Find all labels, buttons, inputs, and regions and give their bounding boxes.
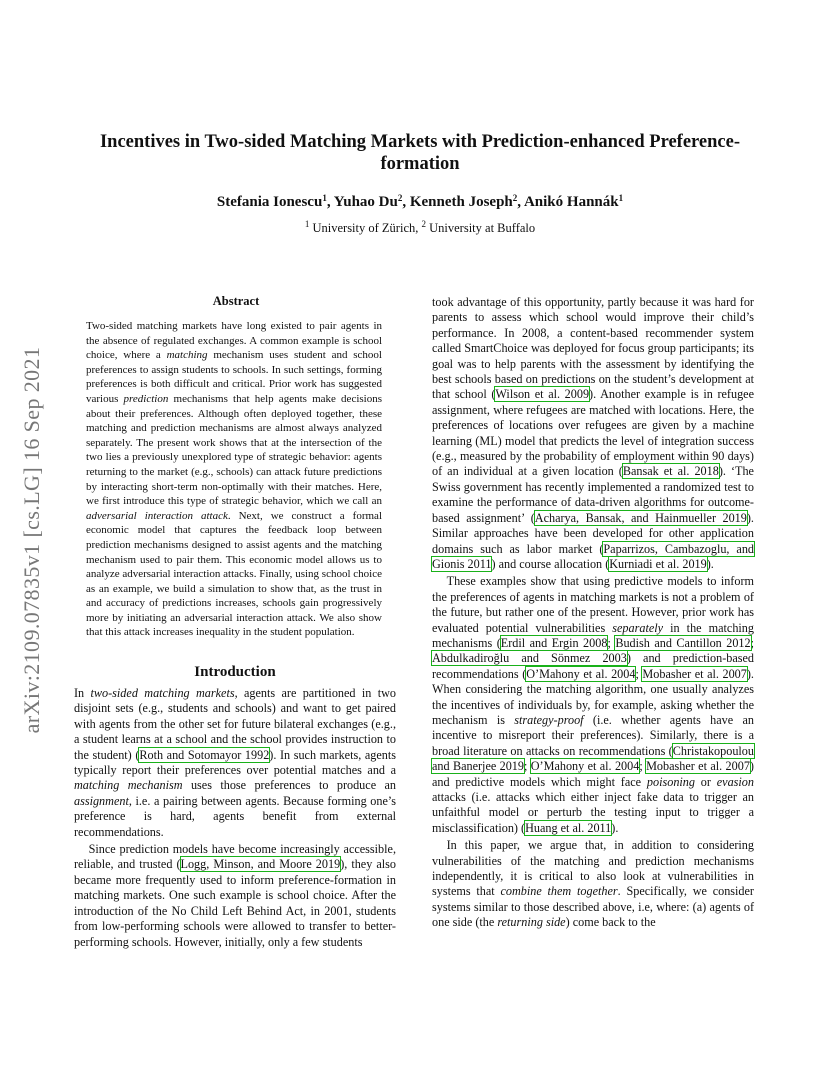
author-4: Anikó Hannák$^1$ — [523, 193, 624, 210]
introduction-heading: Introduction — [194, 664, 276, 680]
citation-link[interactable]: Mobasher et al. 2007 — [642, 666, 747, 681]
text-run: took advantage of this opportunity, partly because it was hard for parents to assess which school would improve their child’s performance. In 2008, a content-based recommender system called SmartChoice was deployed for focus group participants; its goal was to help parents with the assessment by identifying the best schools based on predictions on the student’s development at that school ( — [432, 295, 754, 402]
emphasized-text: strategy-proof — [514, 712, 584, 727]
citation-link[interactable]: Wilson et al. 2009 — [495, 387, 590, 402]
text-run: ). Similar approaches have been developed for other application domains such as labor market ( — [432, 510, 754, 556]
citation-link[interactable]: O’Mahony et al. 2004 — [530, 759, 640, 774]
text-run: attacks (i.e. attacks which either inject fake data to trigger an unfaithful model or perturb the testing input to trigger a misclassification) ( — [432, 790, 754, 835]
arxiv-identifier: arXiv:2109.07835v1 [cs.LG] 16 Sep 2021 — [19, 346, 44, 734]
emphasized-text: poisoning — [646, 774, 695, 789]
citation-link[interactable]: Mobasher et al. 2007 — [646, 759, 750, 774]
emphasized-text: combine them together — [500, 884, 618, 899]
text-run: In — [74, 686, 91, 700]
abstract-body — [86, 319, 382, 640]
left-column-text — [74, 686, 396, 950]
emphasized-text: two-sided matching markets — [90, 686, 235, 700]
intro-paragraph-2 — [74, 842, 396, 950]
text-run: ; — [524, 759, 531, 774]
text-run: ). — [611, 820, 619, 835]
citation-link[interactable]: Bansak et al. 2018 — [622, 464, 719, 479]
author-list: Stefania Ionescu$^1$, Yuhao Du$^2$, Kenneth Joseph$^2$, Anikó Hannák$^1$ — [216, 193, 624, 210]
emphasized-text: matching mechanism — [74, 778, 183, 793]
arxiv-stamp — [8, 300, 56, 780]
emphasized-text: matching — [166, 349, 208, 362]
citation-link[interactable]: Christakopoulou and Banerjee 2019 — [432, 743, 754, 774]
emphasized-text: evasion — [716, 774, 754, 789]
right-column-text — [432, 295, 754, 931]
text-run: , i.e. a pairing between agents. Because forming one’s preference is hard, agents benefit from external recommendations. — [74, 793, 396, 839]
text-run: or — [694, 774, 717, 789]
text-run: Since prediction models have become increasingly accessible, reliable, and trusted ( — [74, 842, 396, 872]
emphasized-text: prediction — [123, 392, 169, 405]
text-run: , agents are partitioned in two disjoint sets (e.g., students and schools) and want to get paired with agents from the other set for future bilateral exchanges (e.g., a student learns at a school and the school provides instruction to the student) ( — [74, 686, 396, 762]
citation-link[interactable]: Acharya, Bansak, and Hainmueller 2019 — [534, 510, 747, 525]
text-run: ). Another example is in refugee assignment, where refugees are matched with locations. Here, the preferences of locations over refugees are given by a machine learning (ML) model that predicts the level of integration success (e.g., measured by the probability of employment within 90 days) of an individual at a given location ( — [432, 387, 754, 479]
text-run: (i.e. whether agents have an incentive to misreport their preferences). Similarly, there is a broad literature on attacks on recommendations ( — [432, 712, 754, 758]
intro-paragraph-1 — [74, 686, 396, 840]
emphasized-text: adversarial interaction attack — [86, 509, 228, 522]
text-run: ). In such markets, agents typically report their preferences over potential matches and a — [74, 747, 396, 778]
citation-link[interactable]: O’Mahony et al. 2004 — [526, 666, 636, 681]
author-1: Stefania Ionescu$^1$ — [216, 193, 327, 210]
author-3: Kenneth Joseph$^2$ — [409, 193, 518, 210]
text-run: ) and course allocation ( — [491, 556, 610, 571]
text-run: uses those preferences to produce an — [182, 778, 396, 793]
emphasized-text: separately — [612, 620, 664, 635]
emphasized-text: assignment — [74, 793, 129, 808]
text-run: ; — [635, 666, 643, 681]
citation-link[interactable]: Abdulkadiroğlu and Sönmez 2003 — [432, 651, 627, 666]
citation-link[interactable]: Huang et al. 2011 — [525, 820, 612, 835]
intro-paragraph-4 — [432, 574, 754, 836]
text-run: ). When considering the matching algorithm, one usually analyzes the incentives of individuals by, for example, asking whether the mechanism is — [432, 666, 754, 727]
text-run: ) come back to the — [565, 915, 656, 930]
text-run: ; — [750, 635, 755, 650]
text-run: ) and prediction-based recommendations ( — [432, 651, 754, 681]
citation-link[interactable]: Budish and Cantillon 2012 — [615, 635, 751, 650]
citation-link[interactable]: Kurniadi et al. 2019 — [609, 556, 707, 571]
affiliation-1: $^1$ University of Zürich — [304, 219, 416, 235]
text-run: mechanism uses student and school preferences to assign students to schools. In such settings, forming preferences is both difficult and critical. Prior work has suggested various — [86, 349, 382, 405]
abstract-heading: Abstract — [212, 294, 260, 308]
text-run: mechanisms that help agents make decisions about their preferences. Although often deployed together, these matching and prediction mechanisms are almost always analyzed separately. The present work shows that at the intersection of the two lies a previously unexplored type of strategic behavior: agents returning to the market (e.g., schools) can attack future predictions by interacting short-term non-optimally with their matches. Here, we first introduce this type of strategic behavior, which we call an — [86, 392, 382, 508]
author-2: Yuhao Du$^2$ — [333, 193, 403, 210]
citation-link[interactable]: Paparrizos, Cambazoglu, and Gionis 2011 — [432, 541, 755, 571]
text-run: ). — [706, 556, 714, 571]
text-run: ). ‘The Swiss government has recently implemented a randomized test to examine the performance of data-driven algorithms for outcome-based assignment’ ( — [432, 464, 754, 525]
emphasized-text: returning side — [497, 915, 566, 930]
citation-link[interactable]: Erdil and Ergin 2008 — [500, 635, 608, 650]
text-run: . Next, we construct a formal economic model that captures the feedback loop between prediction mechanisms designed to assist agents and the matching mechanism used to pair them. This economic model allows us to analyze adversarial interaction attacks. Finally, using school choice as an example, we build a simulation to show that, as the trust in and accuracy of predictions increases, schools gain progressively more by initiating an adversarial interaction attack. We also show that this attack increases inequality in the student population. — [86, 509, 382, 639]
text-run: These examples show that using predictive models to inform the preferences of agents in matching markets is not a problem of the future, but rather one of the present. However, prior work has evaluated potential vulnerabilities — [432, 574, 754, 635]
text-run: . Specifically, we consider systems similar to those described above, i.e, where: (a) agents of one side (the — [432, 884, 754, 930]
intro-paragraph-3 — [432, 295, 754, 572]
text-run: ), they also became more frequently used to inform preference-formation in matching markets. One such example is school choice. After the introduction of the No Child Left Behind Act, in 2001, students from low-performing schools were allowed to transfer to better-performing schools. However, initially, only a few students — [74, 857, 396, 949]
text-run: Two-sided matching markets have long existed to pair agents in the absence of regulated exchanges. A common example is school choice, where a — [86, 320, 382, 362]
affiliations: $^1$ University of Zürich, $^2$ University at Buffalo — [304, 219, 536, 235]
citation-link[interactable]: Logg, Minson, and Moore 2019 — [180, 857, 341, 872]
text-run: ; — [607, 635, 616, 650]
text-run: In this paper, we argue that, in addition to considering vulnerabilities of the matching and prediction mechanisms independently, it is critical to also look at vulnerabilities in systems that — [432, 838, 754, 899]
text-run: ; — [639, 759, 647, 774]
intro-paragraph-5 — [432, 838, 754, 930]
text-run: in the matching mechanisms ( — [432, 620, 754, 650]
affiliation-2: $^2$ University at Buffalo — [421, 219, 536, 235]
paper-title: Incentives in Two-sided Matching Markets with Prediction-enhanced Preference-formation — [99, 132, 741, 174]
citation-link[interactable]: Roth and Sotomayor 1992 — [139, 747, 270, 762]
text-run: ) and predictive models which might face — [432, 759, 754, 789]
